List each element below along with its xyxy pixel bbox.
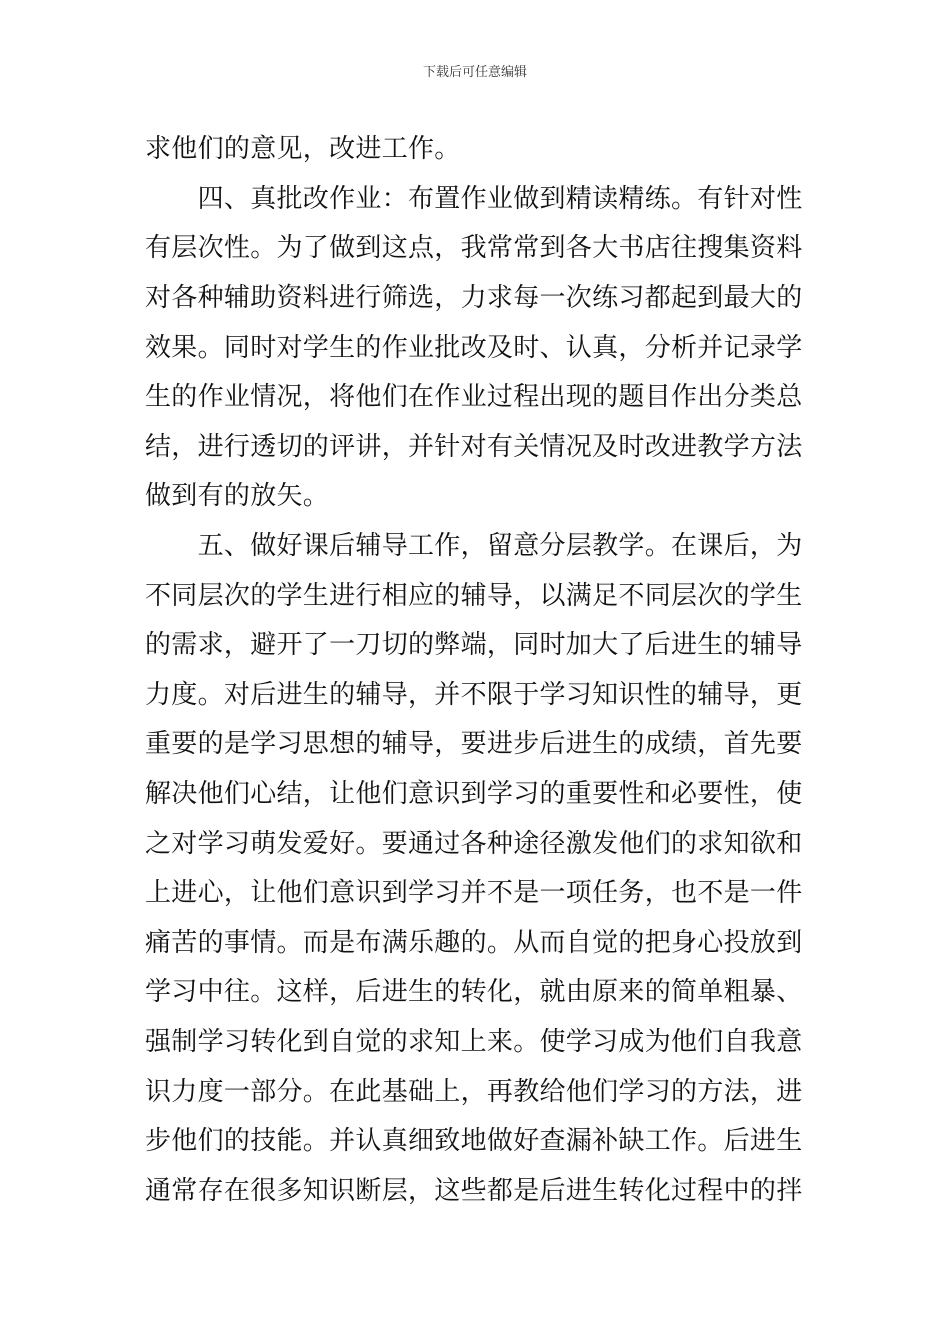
text-line-17: 痛苦的事情。而是布满乐趣的。从而自觉的把身心投放到 <box>145 928 803 958</box>
text-line-18: 学习中往。这样，后进生的转化，就由原来的简单粗暴、 <box>145 977 803 1007</box>
text-line-11: 的需求，避开了一刀切的弊端，同时加大了后进生的辅导 <box>145 630 803 660</box>
text-line-14: 解决他们心结，让他们意识到学习的重要性和必要性，使 <box>145 779 803 809</box>
text-line-3: 有层次性。为了做到这点，我常常到各大书店往搜集资料 <box>145 233 803 263</box>
text-line-1: 求他们的意见，改进工作。 <box>145 134 461 164</box>
text-line-16: 上进心，让他们意识到学习并不是一项任务，也不是一件 <box>145 878 803 908</box>
text-line-9: 五、做好课后辅导工作，留意分层教学。在课后，为 <box>145 531 803 561</box>
text-line-19: 强制学习转化到自觉的求知上来。使学习成为他们自我意 <box>145 1027 803 1057</box>
text-line-2: 四、真批改作业：布置作业做到精读精练。有针对性 <box>145 184 803 214</box>
text-line-22: 通常存在很多知识断层，这些都是后进生转化过程中的拌 <box>145 1176 803 1206</box>
text-line-7: 结，进行透切的评讲，并针对有关情况及时改进教学方法 <box>145 432 803 462</box>
text-line-4: 对各种辅助资料进行筛选，力求每一次练习都起到最大的 <box>145 283 803 313</box>
page-header: 下载后可任意编辑 <box>422 65 527 80</box>
text-line-15: 之对学习萌发爱好。要通过各种途径激发他们的求知欲和 <box>145 829 803 859</box>
text-line-8: 做到有的放矢。 <box>145 481 330 511</box>
text-line-10: 不同层次的学生进行相应的辅导，以满足不同层次的学生 <box>145 581 803 611</box>
text-line-5: 效果。同时对学生的作业批改及时、认真，分析并记录学 <box>145 333 803 363</box>
text-line-12: 力度。对后进生的辅导，并不限于学习知识性的辅导，更 <box>145 680 803 710</box>
text-line-6: 生的作业情况，将他们在作业过程出现的题目作出分类总 <box>145 382 803 412</box>
text-line-20: 识力度一部分。在此基础上，再教给他们学习的方法，进 <box>145 1077 803 1107</box>
text-line-13: 重要的是学习思想的辅导，要进步后进生的成绩，首先要 <box>145 729 803 759</box>
text-line-21: 步他们的技能。并认真细致地做好查漏补缺工作。后进生 <box>145 1126 803 1156</box>
